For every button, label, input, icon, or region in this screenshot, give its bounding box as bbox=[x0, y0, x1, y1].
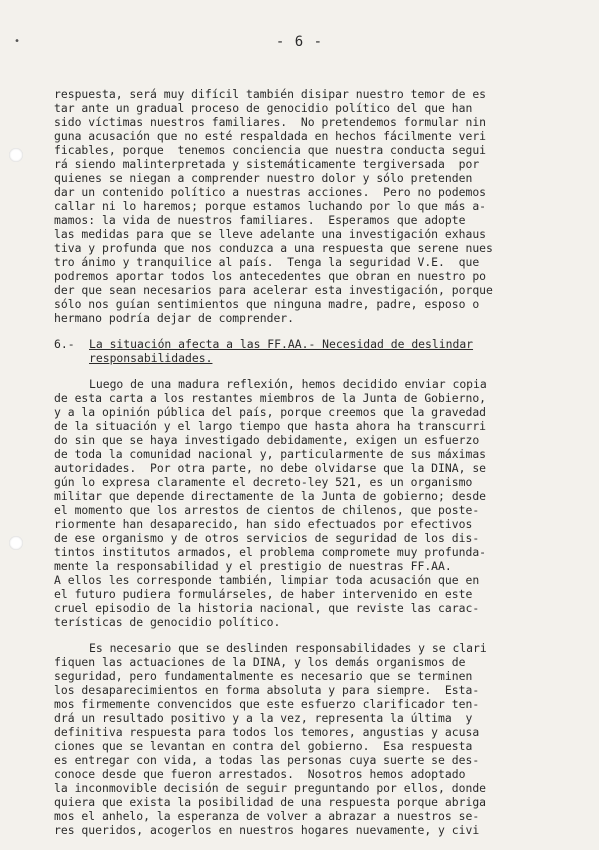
text-line: ciones que se levantan en contra del gobierno. Esa respuesta bbox=[54, 739, 473, 753]
text-line: der que sean necesarios para acelerar esta investigación, porque bbox=[54, 283, 493, 297]
text-line: tintos institutos armados, el problema compromete muy profunda- bbox=[54, 545, 487, 559]
text-line: terísticas de genocidio político. bbox=[54, 615, 281, 629]
text-line: respuesta, será muy difícil también disipar nuestro temor de es bbox=[54, 87, 487, 101]
text-line: A ellos les corresponde también, limpiar toda acusación que en bbox=[54, 573, 480, 587]
punch-hole-top bbox=[9, 148, 23, 162]
text-line: mamos: la vida de nuestros familiares. Esperamos que adopte bbox=[54, 213, 466, 227]
text-line: Luego de una madura reflexión, hemos decidido enviar copia bbox=[89, 377, 487, 391]
text-line: y a la opinión pública del país, porque creemos que la gravedad bbox=[54, 405, 487, 419]
text-line: guna acusación que no esté respaldada en hechos fácilmente veri bbox=[54, 129, 487, 143]
text-line: drá un resultado positivo y a la vez, representa la última y bbox=[54, 711, 473, 725]
text-line: es entregar con vida, a todas las personas cuya suerte se des- bbox=[54, 753, 480, 767]
text-line: tiva y profunda que nos conduzca a una respuesta que serene nues bbox=[54, 241, 493, 255]
text-line: 6.- bbox=[54, 337, 75, 351]
margin-mark: • bbox=[14, 36, 21, 47]
text-line: hermano podría dejar de comprender. bbox=[54, 311, 295, 325]
text-line: tro ánimo y tranquilice al país. Tenga la seguridad V.E. que bbox=[54, 255, 480, 269]
text-line: cruel episodio de la historia nacional, que reviste las carac- bbox=[54, 601, 480, 615]
text-line: gún lo expresa claramente el decreto-ley 521, es un organismo bbox=[54, 475, 473, 489]
text-line: autoridades. Por otra parte, no debe olvidarse que la DINA, se bbox=[54, 461, 487, 475]
section-heading-line: La situación afecta a las FF.AA.- Necesidad de deslindar bbox=[89, 337, 474, 351]
text-line: Es necesario que se deslinden responsabilidades y se clari bbox=[89, 641, 487, 655]
text-line: las medidas para que se lleve adelante una investigación exhaus bbox=[54, 227, 487, 241]
text-line: mos el anhelo, la esperanza de volver a abrazar a nuestros se- bbox=[54, 809, 480, 823]
text-line: seguridad, pero fundamentalmente es necesario que se terminen bbox=[54, 669, 473, 683]
text-line: ficables, porque tenemos conciencia que nuestra conducta segui bbox=[54, 143, 487, 157]
text-line: do sin que se haya investigado debidamente, exigen un esfuerzo bbox=[54, 433, 480, 447]
text-line: de toda la comunidad nacional y, particularmente de sus máximas bbox=[54, 447, 487, 461]
text-line: mente la responsabilidad y el prestigio de nuestras FF.AA. bbox=[54, 559, 452, 573]
text-line: militar que depende directamente de la Junta de gobierno; desde bbox=[54, 489, 487, 503]
text-line: tar ante un gradual proceso de genocidio político del que han bbox=[54, 101, 473, 115]
text-line: los desaparecimientos en forma absoluta y para siempre. Esta- bbox=[54, 683, 480, 697]
section-heading-line: responsabilidades. bbox=[89, 351, 213, 365]
text-line: sido víctimas nuestros familiares. No pretendemos formular nin bbox=[54, 115, 487, 129]
text-line: podremos aportar todos los antecedentes que obran en nuestro po bbox=[54, 269, 487, 283]
text-line: definitiva respuesta para todos los temores, angustias y acusa bbox=[54, 725, 480, 739]
page-number: - 6 - bbox=[275, 34, 324, 50]
text-line: la inconmovible decisión de seguir preguntando por ellos, donde bbox=[54, 781, 487, 795]
text-line: riormente han desaparecido, han sido efectuados por efectivos bbox=[54, 517, 473, 531]
text-line: quiera que exista la posibilidad de una respuesta porque abriga bbox=[54, 795, 487, 809]
text-line: el momento que los arrestos de cientos de chilenos, que poste- bbox=[54, 503, 480, 517]
text-line: rá siendo malinterpretada y sistemáticamente tergiversada por bbox=[54, 157, 480, 171]
text-line: de la situación y el largo tiempo que hasta ahora ha transcurri bbox=[54, 419, 487, 433]
text-line: sólo nos guían sentimientos que ninguna madre, padre, esposo o bbox=[54, 297, 480, 311]
text-line: quienes se niegan a comprender nuestro dolor y sólo pretenden bbox=[54, 171, 473, 185]
text-line: res queridos, acogerlos en nuestros hogares nuevamente, y civi bbox=[54, 823, 480, 837]
text-line: fiquen las actuaciones de la DINA, y los demás organismos de bbox=[54, 655, 466, 669]
text-line: mos firmemente convencidos que este esfuerzo clarificador ten- bbox=[54, 697, 480, 711]
text-line: el futuro pudiera formulárseles, de haber intervenido en este bbox=[54, 587, 473, 601]
text-line: callar ni lo haremos; porque estamos luchando por lo que más a- bbox=[54, 199, 487, 213]
text-line: dar un contenido político a nuestras acciones. Pero no podemos bbox=[54, 185, 487, 199]
text-line: de ese organismo y de otros servicios de seguridad de los dis- bbox=[54, 531, 480, 545]
punch-hole-bottom bbox=[9, 536, 23, 550]
text-line: conoce desde que fueron arrestados. Nosotros hemos adoptado bbox=[54, 767, 466, 781]
text-line: de esta carta a los restantes miembros de la Junta de Gobierno, bbox=[54, 391, 487, 405]
